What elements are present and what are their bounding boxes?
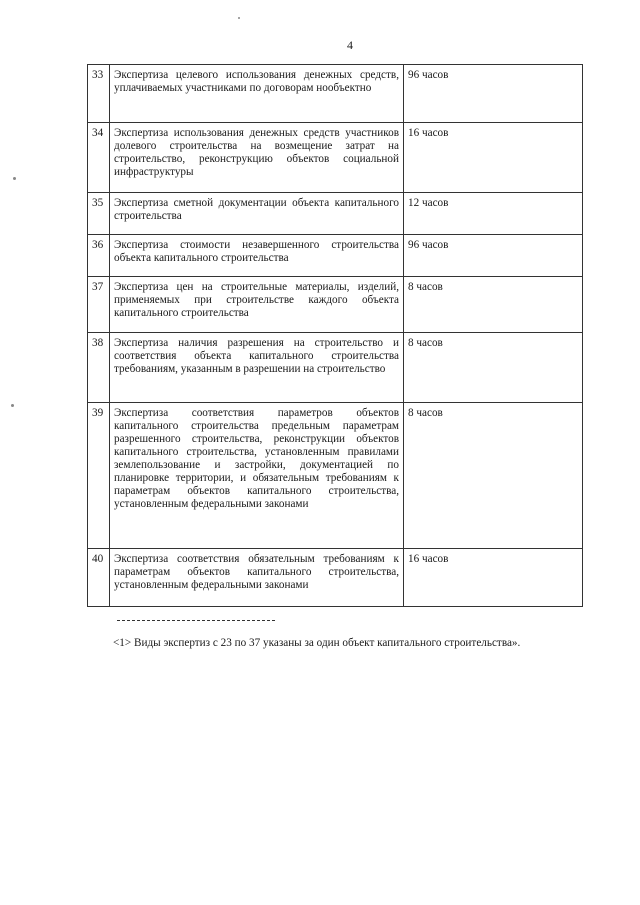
scan-speck [13,177,16,180]
expertise-time: 8 часов [404,277,583,333]
scan-speck [238,17,240,19]
table-row [88,333,583,403]
row-number: 36 [88,235,110,277]
expertise-name: Экспертиза наличия разрешения на строительство и соответствия объекта капитального строительства требованиям, указанным в разрешении на строительство [110,333,404,403]
expertise-time: 16 часов [404,123,583,193]
expertise-time: 96 часов [404,235,583,277]
expertise-time: 8 часов [404,333,583,403]
table-row [88,403,583,549]
footnote: <1> Виды экспертиз с 23 по 37 указаны за один объект капитального строительства». [113,637,521,649]
expertise-name: Экспертиза целевого использования денежных средств, уплачиваемых участниками по договорам нообъектно [110,65,404,123]
expertise-name: Экспертиза сметной документации объекта капитального строительства [110,193,404,235]
expertise-name: Экспертиза цен на строительные материалы, изделий, применяемых при строительстве каждого объекта капитального строительства [110,277,404,333]
table-row [88,549,583,607]
expertise-time: 12 часов [404,193,583,235]
scan-speck [11,404,14,407]
row-number: 40 [88,549,110,607]
row-number: 34 [88,123,110,193]
table-row [88,123,583,193]
table-row [88,235,583,277]
table-row [88,193,583,235]
page-number: 4 [347,38,353,52]
row-number: 33 [88,65,110,123]
row-number: 38 [88,333,110,403]
expertise-time: 16 часов [404,549,583,607]
row-number: 35 [88,193,110,235]
expertise-name: Экспертиза соответствия параметров объектов капитального строительства предельным параметрам разрешенного строительства, реконструкции объектов капитального строительства, установленным правилами землепользование и застройки, документацией по планировке территории, и обязательным требованиям к параметрам объектов капитального строительства, установленным федеральными законами [110,403,404,549]
footnote-separator [117,620,275,621]
expertise-table [87,64,583,607]
expertise-name: Экспертиза стоимости незавершенного строительства объекта капитального строительства [110,235,404,277]
expertise-name: Экспертиза соответствия обязательным требованиям к параметрам объектов капитального строительства, установленным федеральными законами [110,549,404,607]
expertise-time: 96 часов [404,65,583,123]
row-number: 39 [88,403,110,549]
expertise-time: 8 часов [404,403,583,549]
row-number: 37 [88,277,110,333]
table-row [88,65,583,123]
expertise-name: Экспертиза использования денежных средств участников долевого строительства на возмещение затрат на строительство, реконструкцию объектов социальной инфраструктуры [110,123,404,193]
table-row [88,277,583,333]
